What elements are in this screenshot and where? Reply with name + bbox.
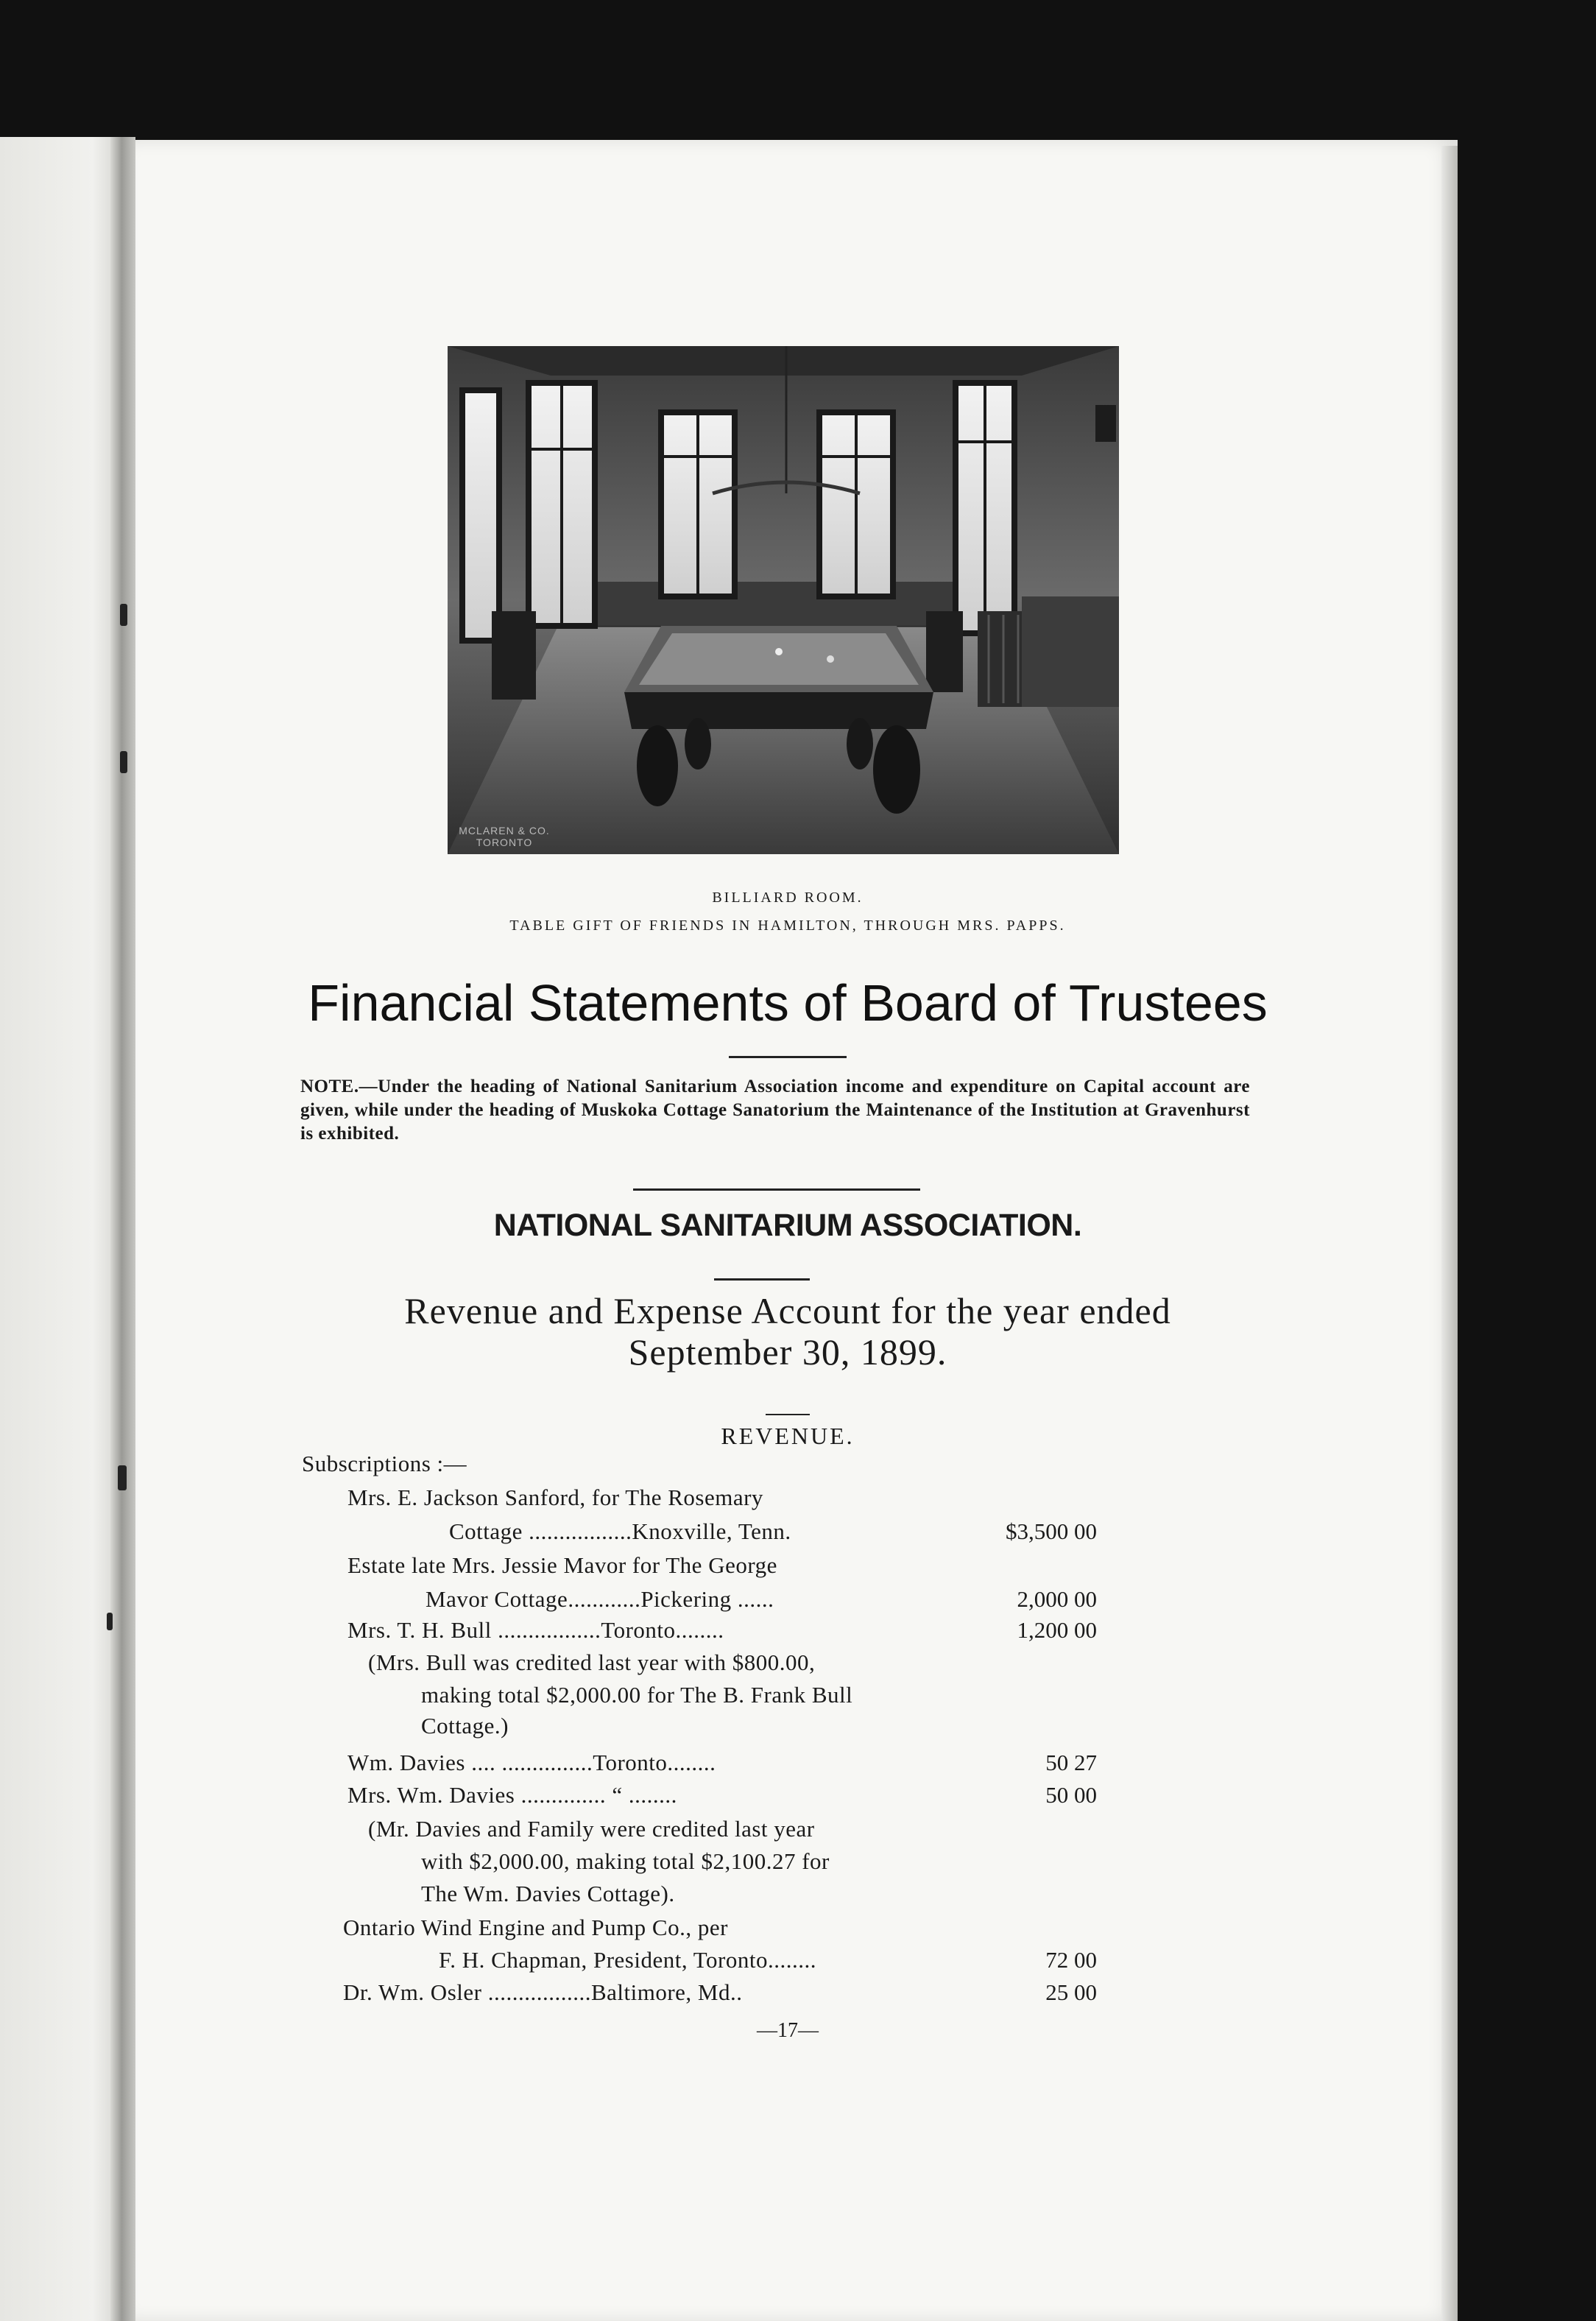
book-gutter <box>110 137 135 2321</box>
association-heading: NATIONAL SANITARIUM ASSOCIATION. <box>493 1208 1082 1243</box>
entry-line: Mrs. E. Jackson Sanford, for The Rosemary <box>347 1484 763 1510</box>
entry-line: Estate late Mrs. Jessie Mavor for The George <box>347 1552 777 1578</box>
entry-note-line: (Mr. Davies and Family were credited last year <box>368 1816 815 1842</box>
divider <box>633 1188 920 1191</box>
divider <box>714 1278 810 1281</box>
entry-note-line: (Mrs. Bull was credited last year with $800.00, <box>368 1649 816 1675</box>
entry-line: Wm. Davies .... ...............Toronto........ <box>347 1750 716 1775</box>
divider <box>729 1056 847 1058</box>
entry-line: Dr. Wm. Osler .................Baltimore, Md.. <box>343 1979 743 2005</box>
binding-mark <box>120 751 127 773</box>
photo-credit-line1: MCLAREN & CO. <box>459 825 550 837</box>
account-heading-line2: September 30, 1899. <box>628 1331 947 1373</box>
page-number: —17— <box>757 2019 819 2042</box>
entry-line: Ontario Wind Engine and Pump Co., per <box>343 1915 728 1940</box>
entry-amount: 50 27 <box>1045 1750 1097 1775</box>
photo-credit <box>456 825 552 848</box>
entry-line: Mrs. T. H. Bull .................Toronto........ <box>347 1617 724 1643</box>
entry-line: Mrs. Wm. Davies .............. “ ........ <box>347 1782 677 1808</box>
entry-line: Cottage .................Knoxville, Tenn. <box>449 1518 791 1544</box>
entry-note-line: with $2,000.00, making total $2,100.27 for <box>421 1848 830 1874</box>
binding-mark <box>118 1465 127 1490</box>
revenue-heading: REVENUE. <box>721 1423 855 1449</box>
binding-mark <box>120 604 127 626</box>
entry-line: Mavor Cottage............Pickering ...... <box>426 1586 774 1612</box>
entry-note-line: making total $2,000.00 for The B. Frank Bull <box>421 1682 853 1708</box>
photo-credit-line2: TORONTO <box>476 837 533 848</box>
account-heading-line1: Revenue and Expense Account for the year ended <box>404 1290 1171 1331</box>
account-heading <box>280 1290 1296 1373</box>
billiard-room-photo <box>448 346 1119 854</box>
divider <box>766 1414 810 1415</box>
entry-note-line: Cottage.) <box>421 1713 509 1739</box>
entry-amount: 1,200 00 <box>1017 1617 1097 1643</box>
entry-amount: 72 00 <box>1045 1947 1097 1973</box>
entry-amount: 2,000 00 <box>1017 1586 1097 1612</box>
subscriptions-label: Subscriptions :— <box>302 1451 467 1476</box>
entry-line: F. H. Chapman, President, Toronto........ <box>439 1947 816 1973</box>
note-paragraph: NOTE.—Under the heading of National Sanitarium Association income and expenditure on Capital account are given, while under the heading of Muskoka Cottage Sanatorium the Maintenance of the Institution at Gravenhurst is exhibited. <box>300 1077 1250 1144</box>
photo-caption-title: BILLIARD ROOM. <box>712 890 864 906</box>
page-title: Financial Statements of Board of Trustees <box>308 974 1268 1032</box>
entry-amount: 50 00 <box>1045 1782 1097 1808</box>
entry-note-line: The Wm. Davies Cottage). <box>421 1881 675 1906</box>
page-edge <box>1441 146 1458 2321</box>
billiard-room-illustration <box>448 346 1119 854</box>
binding-mark <box>107 1613 113 1630</box>
entry-amount: 25 00 <box>1045 1979 1097 2005</box>
entry-amount: $3,500 00 <box>1006 1518 1097 1544</box>
photo-caption-subtitle: TABLE GIFT OF FRIENDS IN HAMILTON, THROUGH MRS. PAPPS. <box>509 918 1066 934</box>
